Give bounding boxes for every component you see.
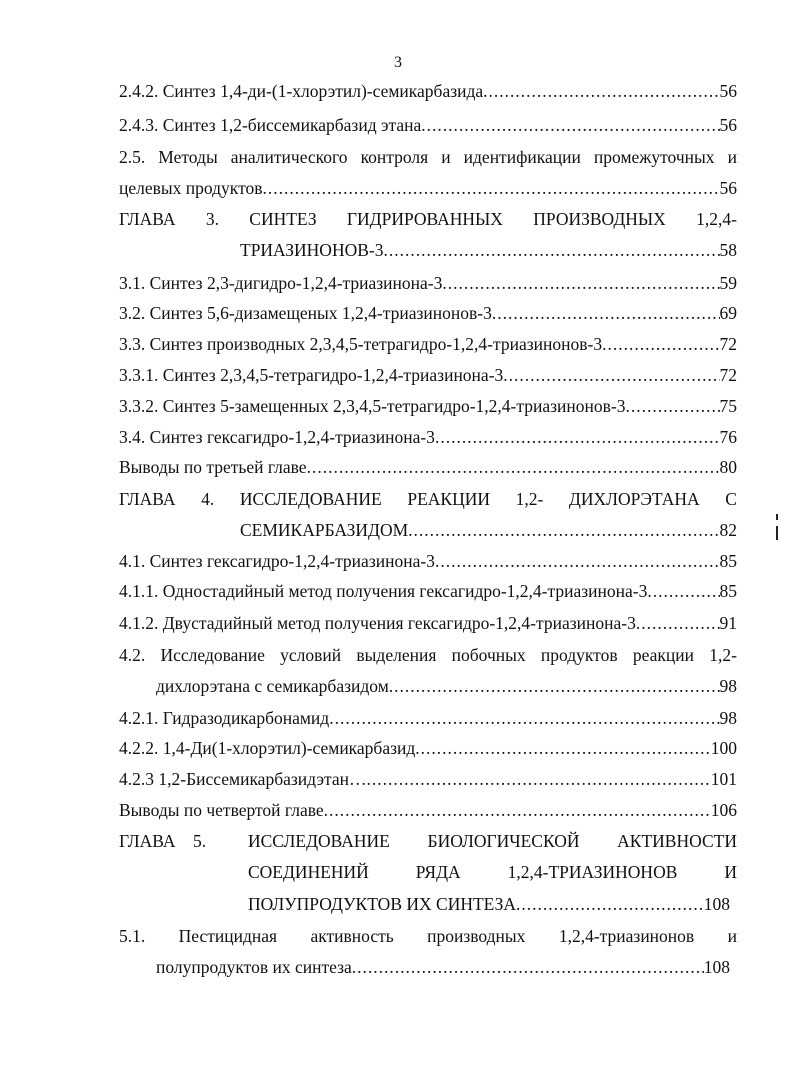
toc-entry xyxy=(119,426,737,448)
word: ГЛАВА xyxy=(119,489,176,509)
word: и xyxy=(727,147,737,167)
word: 2.5. xyxy=(119,147,146,167)
word: 4. xyxy=(201,489,215,509)
toc-entry xyxy=(119,707,737,729)
toc-entry-title: 4.1. Синтез гексагидро-1,2,4-триазинона-3 xyxy=(119,551,435,571)
word: и xyxy=(441,147,451,167)
toc-entry-title: 3.3. Синтез производных 2,3,4,5-тетрагидро-1,2,4-триазинонов-3 xyxy=(119,334,603,354)
toc-entry-page: 85 xyxy=(719,581,737,601)
toc-entry-2-5-line1 xyxy=(119,146,737,168)
toc-entry-4-2-line1 xyxy=(119,644,737,666)
toc-entry-title: Выводы по третьей главе xyxy=(119,457,307,477)
toc-entry-page: 56 xyxy=(719,81,737,101)
toc-entry-page: 76 xyxy=(719,427,737,447)
toc-entry-title: 4.2.3 1,2-Биссемикарбазидэтан… xyxy=(119,769,367,789)
toc-entry-title: 4.2.1. Гидразодикарбонамид xyxy=(119,708,330,728)
word: активность xyxy=(310,926,394,946)
toc-entry-title: 3.3.1. Синтез 2,3,4,5-тетрагидро-1,2,4-триазинона-3 xyxy=(119,365,504,385)
toc-entry-page: 58 xyxy=(719,240,737,260)
toc-entry-page: 59 xyxy=(719,273,737,293)
toc-entry-title: ПОЛУПРОДУКТОВ ИХ СИНТЕЗА xyxy=(248,894,516,914)
toc-entry xyxy=(119,612,737,634)
scan-mark xyxy=(776,526,778,540)
word: условий xyxy=(280,645,342,665)
word: ГИДРИРОВАННЫХ xyxy=(346,209,503,229)
toc-entry-page: 75 xyxy=(719,396,737,416)
chapter-5-label xyxy=(119,830,206,852)
toc-entry xyxy=(240,519,737,541)
toc-entry xyxy=(156,675,737,697)
toc-entry-title: 2.4.2. Синтез 1,4-ди-(1-хлорэтил)-семикарбазида xyxy=(119,81,484,101)
toc-entry-page: 108 xyxy=(703,894,730,914)
toc-entry-title: дихлорэтана с семикарбазидом xyxy=(156,676,389,696)
word: 5.1. xyxy=(119,926,146,946)
word: продуктов xyxy=(540,645,618,665)
word: С xyxy=(725,489,737,509)
toc-entry xyxy=(119,177,737,199)
chapter-4-heading xyxy=(119,488,737,510)
word: и xyxy=(727,926,737,946)
toc-entry xyxy=(119,580,737,602)
toc-entry xyxy=(240,239,737,261)
word: ДИХЛОРЭТАНА xyxy=(568,489,700,509)
toc-entry-page: 108 xyxy=(703,957,730,977)
toc-entry-page: 72 xyxy=(719,365,737,385)
toc-entry xyxy=(119,456,737,478)
toc-entry-page: 91 xyxy=(719,613,737,633)
word: побочных xyxy=(451,645,526,665)
toc-entry xyxy=(119,395,737,417)
toc-entry-page: 106 xyxy=(710,800,737,820)
toc-entry xyxy=(119,550,737,572)
toc-entry xyxy=(119,333,737,355)
toc-entry xyxy=(119,302,737,324)
scan-mark xyxy=(776,514,778,520)
chapter-5-title-line2 xyxy=(248,861,737,883)
word: РЯДА xyxy=(415,862,461,882)
word: И xyxy=(724,862,737,882)
word: 5. xyxy=(193,831,207,851)
toc-entry-title: полупродуктов их синтеза xyxy=(156,957,352,977)
word: ПРОИЗВОДНЫХ xyxy=(533,209,666,229)
word: 1,2- xyxy=(709,645,737,665)
word: Исследование xyxy=(160,645,265,665)
word: АКТИВНОСТИ xyxy=(617,831,737,851)
toc-entry xyxy=(248,893,730,915)
toc-entry-title: СЕМИКАРБАЗИДОМ xyxy=(240,520,409,540)
page-number: 3 xyxy=(394,54,402,71)
word: промежуточных xyxy=(593,147,715,167)
toc-entry xyxy=(119,272,737,294)
toc-entry xyxy=(119,737,737,759)
word: БИОЛОГИЧЕСКОЙ xyxy=(427,831,580,851)
word: 4.2. xyxy=(119,645,146,665)
word: СОЕДИНЕНИЙ xyxy=(248,862,369,882)
toc-entry xyxy=(119,114,737,136)
toc-entry-page: 72 xyxy=(719,334,737,354)
toc-entry-page: 69 xyxy=(719,303,737,323)
word: Пестицидная xyxy=(178,926,278,946)
word: выделения xyxy=(356,645,437,665)
toc-entry xyxy=(119,80,737,102)
word: ИССЛЕДОВАНИЕ xyxy=(248,831,390,851)
toc-entry-title: целевых продуктов xyxy=(119,178,263,198)
toc-entry-title: 3.3.2. Синтез 5-замещенных 2,3,4,5-тетрагидро-1,2,4-триазинонов-3 xyxy=(119,396,626,416)
chapter-3-heading xyxy=(119,208,737,230)
toc-entry-title: ТРИАЗИНОНОВ-3 xyxy=(240,240,384,260)
toc-entry-page: 98 xyxy=(719,708,737,728)
toc-entry xyxy=(119,364,737,386)
toc-entry-page: 85 xyxy=(719,551,737,571)
toc-entry-page: 100 xyxy=(710,738,737,758)
chapter-5-title-line1 xyxy=(248,830,737,852)
word: идентификации xyxy=(463,147,581,167)
toc-entry-title: 3.2. Синтез 5,6-дизамещеных 1,2,4-триазинонов-3 xyxy=(119,303,492,323)
toc-entry-page: 80 xyxy=(719,457,737,477)
word: 1,2,4-триазинонов xyxy=(558,926,695,946)
toc-entry-title: 4.1.2. Двустадийный метод получения гексагидро-1,2,4-триазинона-3 xyxy=(119,613,636,633)
toc-entry-title: 2.4.3. Синтез 1,2-биссемикарбазид этана xyxy=(119,115,422,135)
word: Методы xyxy=(158,147,218,167)
toc-entry-page: 82 xyxy=(719,520,737,540)
toc-entry-title: 3.4. Синтез гексагидро-1,2,4-триазинона-3 xyxy=(119,427,435,447)
word: РЕАКЦИИ xyxy=(407,489,490,509)
toc-entry-title: Выводы по четвертой главе xyxy=(119,800,324,820)
word: 3. xyxy=(205,209,219,229)
toc-entry xyxy=(119,768,737,790)
toc-entry xyxy=(156,956,730,978)
toc-entry-page: 98 xyxy=(719,676,737,696)
toc-entry-5-1-line1 xyxy=(119,925,737,947)
word: ГЛАВА xyxy=(119,831,176,851)
toc-entry-page: 56 xyxy=(719,115,737,135)
word: СИНТЕЗ xyxy=(249,209,317,229)
toc-entry-page: 101 xyxy=(710,769,737,789)
word: 1,2,4-ТРИАЗИНОНОВ xyxy=(507,862,678,882)
word: контроля xyxy=(360,147,429,167)
word: производных xyxy=(427,926,526,946)
toc-entry-title: 3.1. Синтез 2,3-дигидро-1,2,4-триазинона-3 xyxy=(119,273,443,293)
word: реакции xyxy=(632,645,694,665)
word: ИССЛЕДОВАНИЕ xyxy=(239,489,382,509)
word: 1,2- xyxy=(515,489,544,509)
word: аналитического xyxy=(230,147,348,167)
toc-entry-page: 56 xyxy=(719,178,737,198)
toc-entry-title: 4.1.1. Одностадийный метод получения гексагидро-1,2,4-триазинона-3 xyxy=(119,581,648,601)
word: ГЛАВА xyxy=(119,209,176,229)
toc-entry xyxy=(119,799,737,821)
toc-entry-title: 4.2.2. 1,4-Ди(1-хлорэтил)-семикарбазид xyxy=(119,738,416,758)
word: 1,2,4- xyxy=(696,209,737,229)
